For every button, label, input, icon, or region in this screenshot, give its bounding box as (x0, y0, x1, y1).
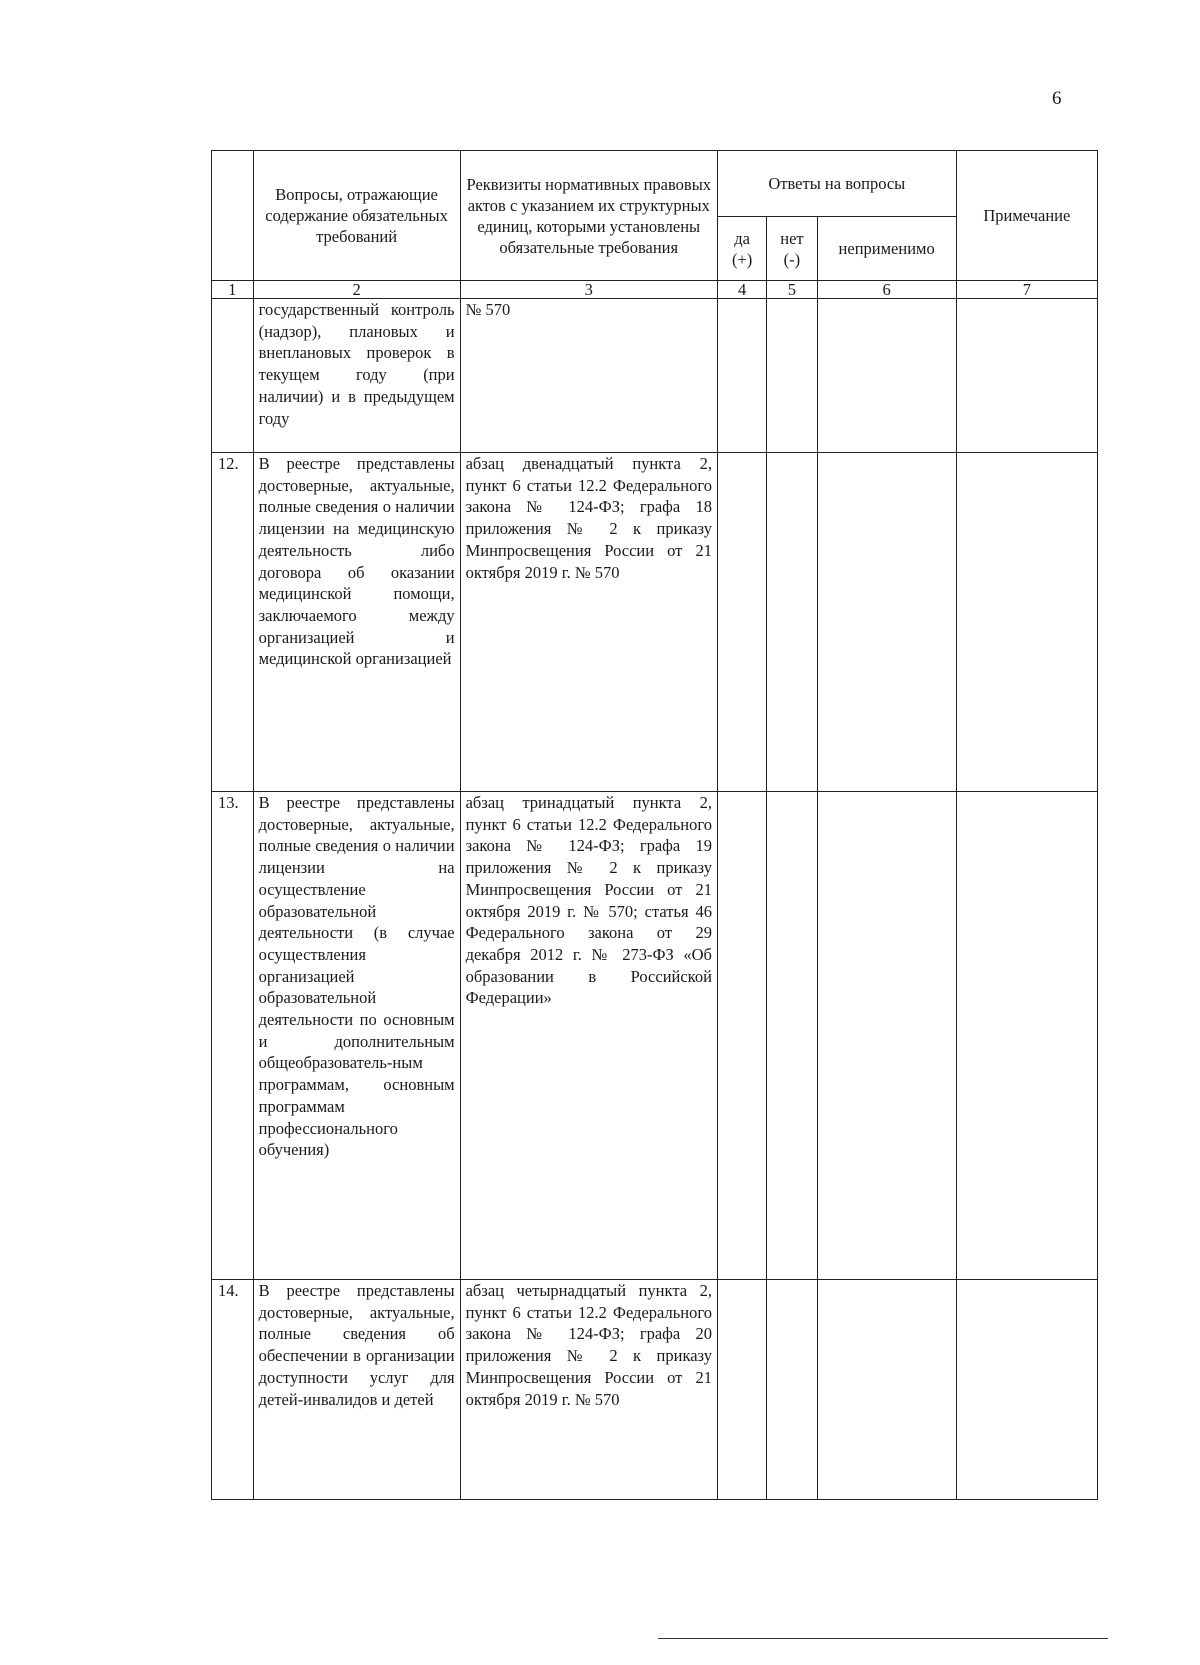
row-number: 14. (212, 1280, 254, 1500)
answer-no-cell[interactable] (767, 453, 817, 792)
page-number: 6 (1052, 88, 1062, 109)
answer-yes-cell[interactable] (717, 299, 766, 453)
table-row (212, 1280, 1098, 1500)
table-row (212, 453, 1098, 792)
table-row (212, 792, 1098, 1280)
answer-na-cell[interactable] (817, 792, 956, 1280)
row-number: 13. (212, 792, 254, 1280)
header-requisites: Реквизиты нормативных правовых актов с указанием их структурных единиц, которыми установлены обязательные требования (460, 151, 717, 281)
note-cell[interactable] (956, 792, 1097, 1280)
row-requisites: № 570 (460, 299, 717, 453)
answer-no-cell[interactable] (767, 299, 817, 453)
header-note: Примечание (956, 151, 1097, 281)
answer-yes-cell[interactable] (717, 792, 766, 1280)
header-yes: да (+) (717, 217, 766, 281)
answer-na-cell[interactable] (817, 299, 956, 453)
answer-na-cell[interactable] (817, 453, 956, 792)
answer-yes-cell[interactable] (717, 453, 766, 792)
header-row (212, 151, 1098, 217)
answer-no-cell[interactable] (767, 1280, 817, 1500)
column-number-row (212, 281, 1098, 299)
footer-rule (658, 1638, 1108, 1639)
note-cell[interactable] (956, 1280, 1097, 1500)
row-requisites: абзац двенадцатый пункта 2, пункт 6 статьи 12.2 Федерального закона № 124-ФЗ; графа 18 приложения № 2 к приказу Минпросвещения России от 21 октября 2019 г. № 570 (460, 453, 717, 792)
header-no: нет (-) (767, 217, 817, 281)
column-number: 2 (253, 281, 460, 299)
column-number: 4 (717, 281, 766, 299)
header-questions: Вопросы, отражающие содержание обязательных требований (253, 151, 460, 281)
note-cell[interactable] (956, 453, 1097, 792)
row-number (212, 299, 254, 453)
table-row (212, 299, 1098, 453)
column-number: 6 (817, 281, 956, 299)
row-requisites: абзац четырнадцатый пункта 2, пункт 6 статьи 12.2 Федерального закона № 124-ФЗ; графа 20 приложения № 2 к приказу Минпросвещения России от 21 октября 2019 г. № 570 (460, 1280, 717, 1500)
checklist-table (211, 150, 1098, 1500)
column-number: 3 (460, 281, 717, 299)
row-question: В реестре представлены достоверные, актуальные, полные сведения о наличии лицензии на медицинскую деятельность либо договора об оказании медицинской помощи, заключаемого между организацией и медицинской организацией (253, 453, 460, 792)
row-requisites: абзац тринадцатый пункта 2, пункт 6 статьи 12.2 Федерального закона № 124-ФЗ; графа 19 приложения № 2 к приказу Минпросвещения России от 21 октября 2019 г. № 570; статья 46 Федерального закона от 29 декабря 2012 г. № 273-ФЗ «Об образовании в Российской Федерации» (460, 792, 717, 1280)
row-question: государственный контроль (надзор), плановых и внеплановых проверок в текущем году (при наличии) и в предыдущем году (253, 299, 460, 453)
column-number: 5 (767, 281, 817, 299)
header-answers: Ответы на вопросы (717, 151, 956, 217)
answer-no-cell[interactable] (767, 792, 817, 1280)
column-number: 7 (956, 281, 1097, 299)
header-na: неприменимо (817, 217, 956, 281)
answer-na-cell[interactable] (817, 1280, 956, 1500)
answer-yes-cell[interactable] (717, 1280, 766, 1500)
row-question: В реестре представлены достоверные, актуальные, полные сведения об обеспечении в организации доступности услуг для детей-инвалидов и детей (253, 1280, 460, 1500)
row-number: 12. (212, 453, 254, 792)
column-number: 1 (212, 281, 254, 299)
note-cell[interactable] (956, 299, 1097, 453)
row-question: В реестре представлены достоверные, актуальные, полные сведения о наличии лицензии на осуществление образовательной деятельности (в случае осуществления организацией образовательной деятельности по основным и дополнительным общеобразователь-ным программам, основным программам профессионального обучения) (253, 792, 460, 1280)
header-number-cell (212, 151, 254, 281)
